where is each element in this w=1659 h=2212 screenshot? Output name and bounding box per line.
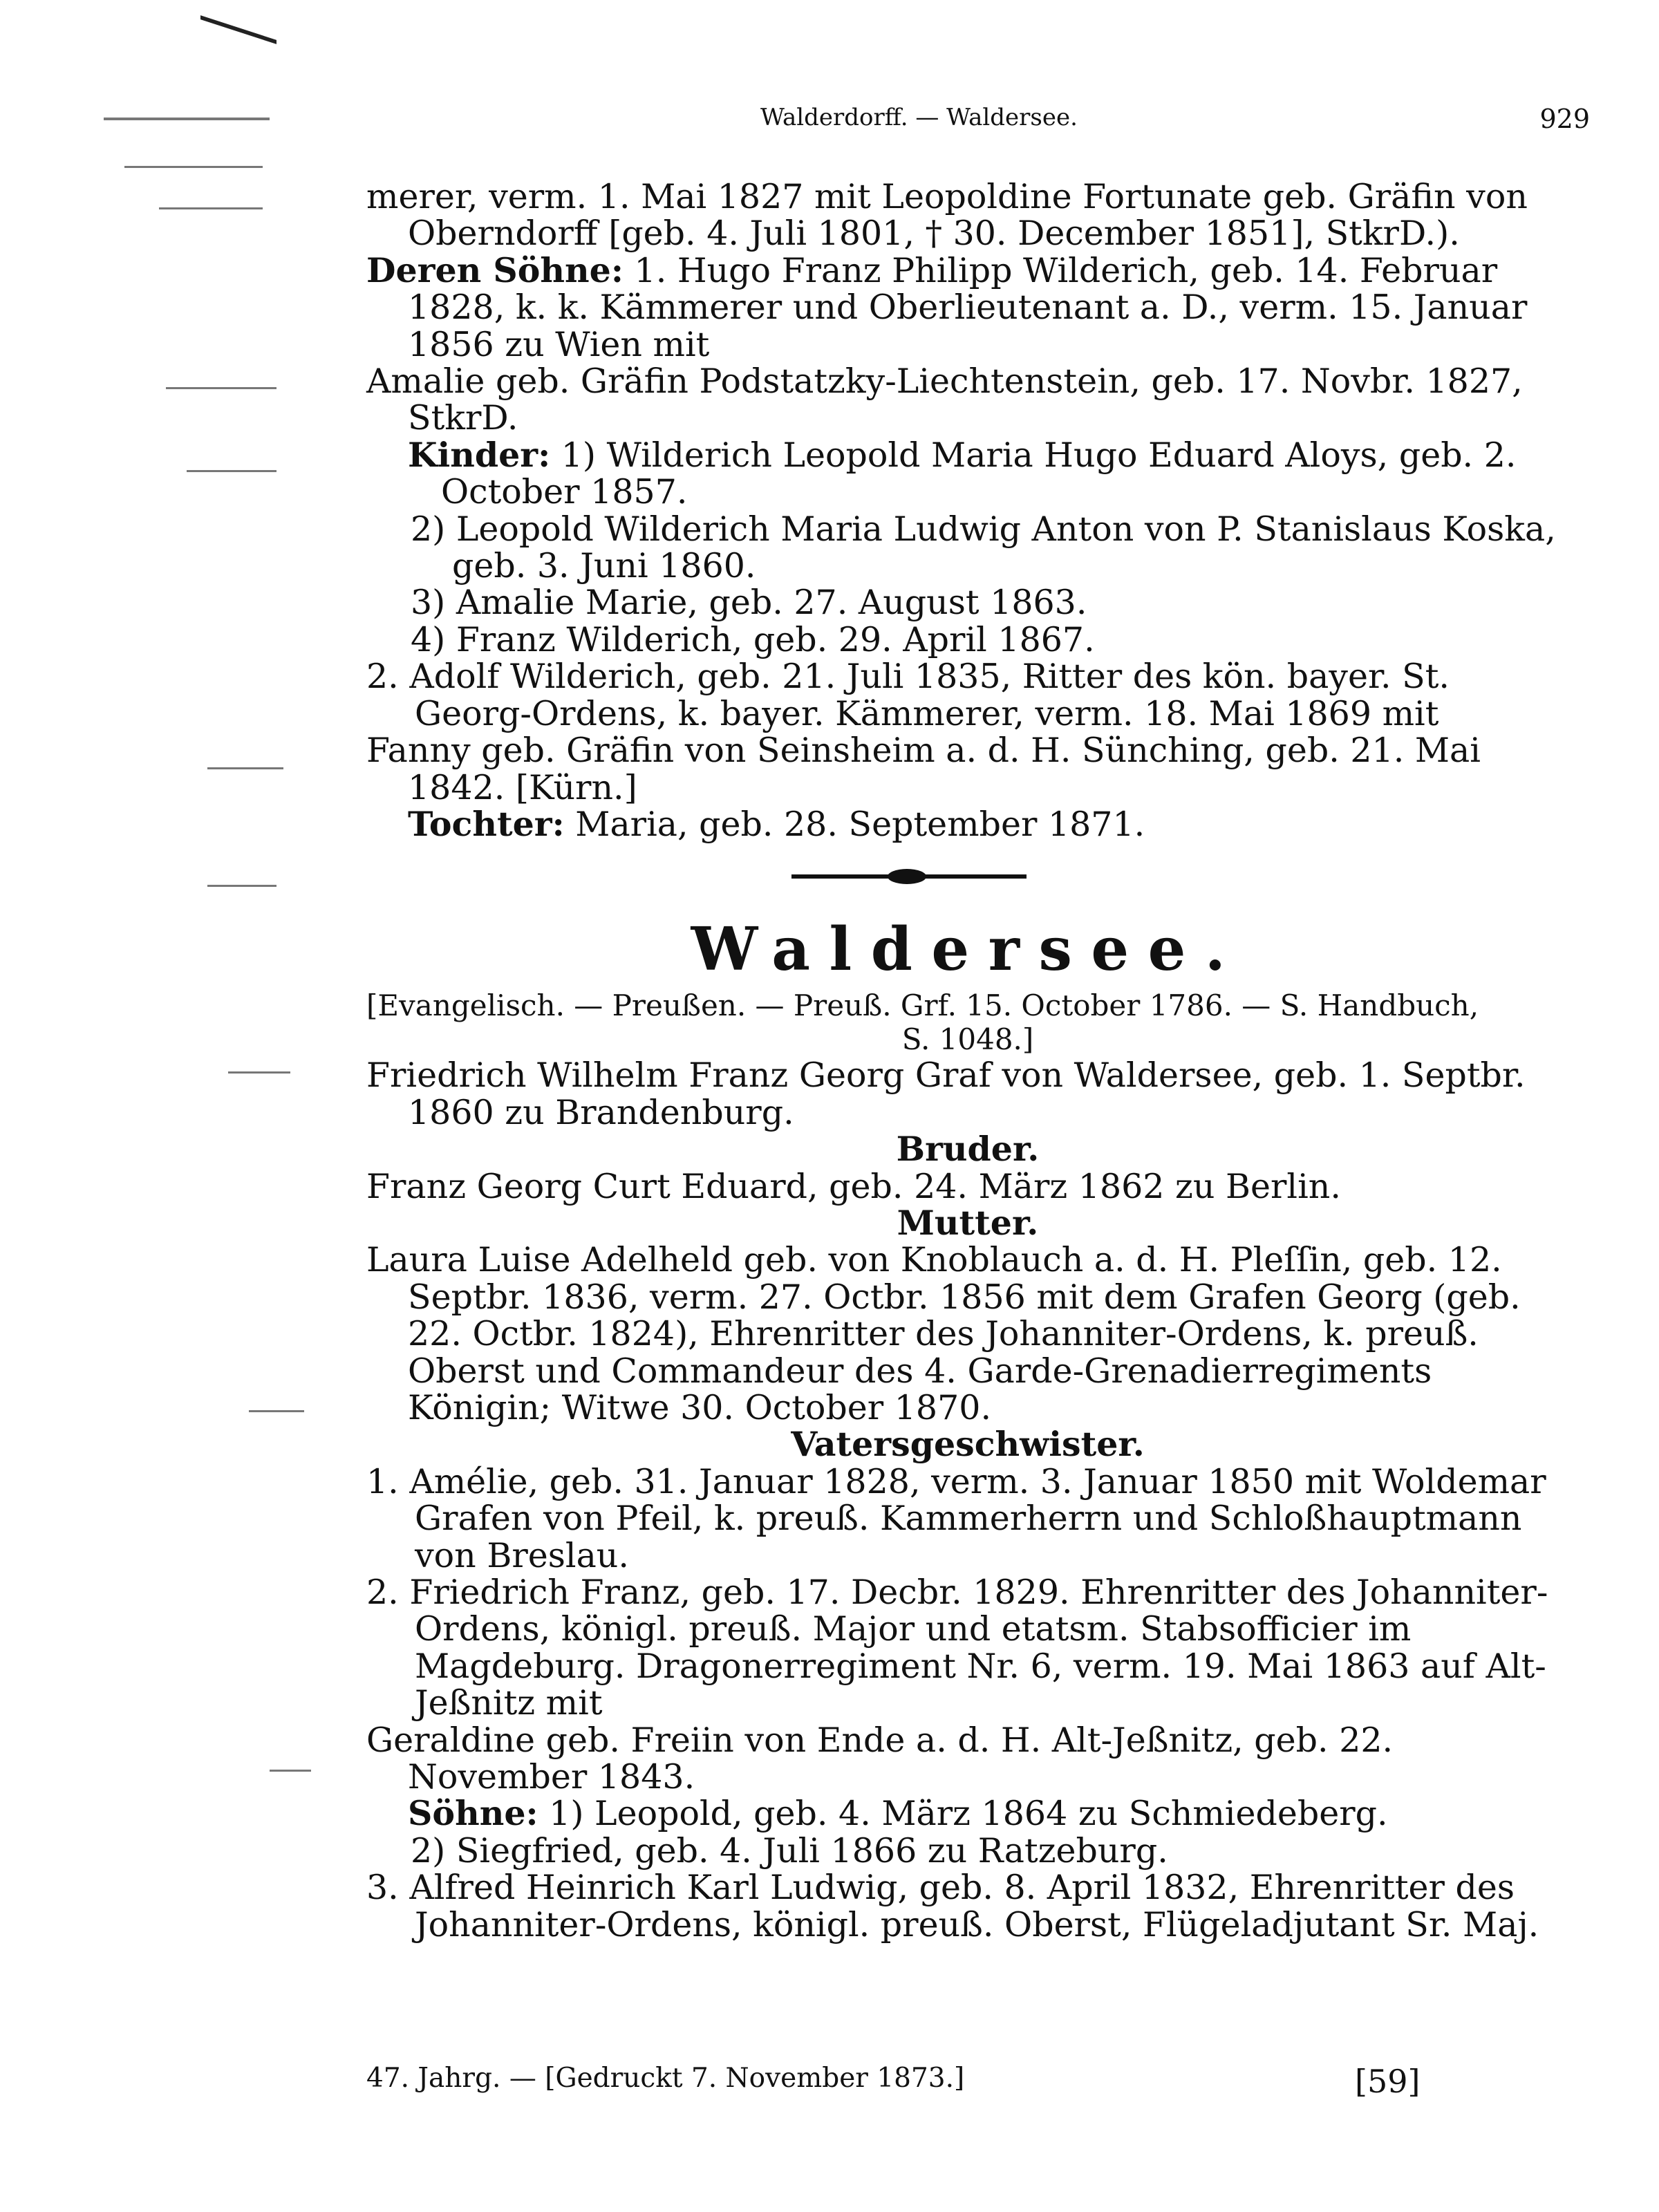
sons-label: Deren Söhne:	[366, 250, 624, 290]
section-note: [Evangelisch. — Preußen. — Preuß. Grf. 15. October 1786. — S. Handbuch,	[366, 988, 1479, 1023]
margin-speckle	[159, 207, 263, 209]
running-head: Walderdorff. — Waldersee.	[760, 104, 1078, 131]
children-label: Kinder:	[408, 434, 551, 475]
walderdorff-son-2: 2. Adolf Wilderich, geb. 21. Juli 1835, Ritter des kön. bayer. St. Georg-Ordens, k. bayer. Kämmerer, verm. 18. Mai 1869 mit	[366, 657, 1450, 733]
margin-speckle	[270, 1770, 311, 1772]
daughter-entry	[366, 803, 1569, 844]
section-title: Waldersee.	[691, 915, 1245, 985]
margin-speckle	[187, 470, 276, 472]
son-2-wife: Fanny geb. Gräfin von Seinsheim a. d. H. Sünching, geb. 21. Mai 1842. [Kürn.]	[366, 731, 1481, 807]
walderdorff-son-1	[366, 252, 1569, 363]
sibling-3: 3. Alfred Heinrich Karl Ludwig, geb. 8. April 1832, Ehrenritter des Johanniter-Ordens, königl. preuß. Oberst, Flügeladjutant Sr. Maj.	[366, 1868, 1539, 1944]
signature-mark: [59]	[1355, 2063, 1421, 2100]
sibling-1: 1. Amélie, geb. 31. Januar 1828, verm. 3. Januar 1850 mit Woldemar Grafen von Pfeil, k. preuß. Kammerherrn und Schloßhauptmann von Breslau.	[366, 1461, 1546, 1575]
print-note: 47. Jahrg. — [Gedruckt 7. November 1873.]	[366, 2063, 965, 2094]
son-1-text: 1. Hugo Franz Philipp Wilderich, geb. 14. Februar 1828, k. k. Kämmerer und Oberlieutenant a. D., verm. 15. Januar 1856 zu Wien mit	[408, 250, 1528, 364]
scan-edge-mark	[200, 0, 276, 44]
page-body	[366, 178, 1569, 1943]
brother-entry: Franz Georg Curt Eduard, geb. 24. März 1862 zu Berlin.	[366, 1166, 1341, 1206]
margin-speckle	[124, 166, 263, 168]
margin-speckle	[228, 1071, 290, 1074]
ornament-icon	[888, 869, 926, 884]
child-2: 2) Leopold Wilderich Maria Ludwig Anton von P. Stanislaus Koska, geb. 3. Juni 1860.	[411, 509, 1556, 586]
child-4: 4) Franz Wilderich, geb. 29. April 1867.	[411, 619, 1095, 659]
section-note-tail: S. 1048.]	[901, 1022, 1034, 1057]
son-1-wife: Amalie geb. Gräfin Podstatzky-Liechtenstein, geb. 17. Novbr. 1827, StkrD.	[366, 362, 1523, 438]
margin-speckle	[249, 1410, 304, 1412]
page-footer	[366, 2063, 1569, 2104]
page-header	[760, 104, 1590, 138]
child-1: 1) Wilderich Leopold Maria Hugo Eduard Aloys, geb. 2. October 1857.	[441, 435, 1517, 512]
section-divider	[366, 843, 1569, 912]
sibling-2-sons	[366, 1795, 1569, 1832]
child-3: 3) Amalie Marie, geb. 27. August 1863.	[411, 583, 1087, 623]
mother-heading: Mutter.	[897, 1202, 1039, 1243]
siblings-heading: Vatersgeschwister.	[791, 1424, 1145, 1465]
waldersee-head: Friedrich Wilhelm Franz Georg Graf von Waldersee, geb. 1. Septbr. 1860 zu Brandenburg.	[366, 1056, 1526, 1132]
sibling-2-sons-label: Söhne:	[408, 1793, 538, 1834]
sibling-2-wife: Geraldine geb. Freiin von Ende a. d. H. Alt-Jeßnitz, geb. 22. November 1843.	[366, 1720, 1394, 1797]
margin-speckle	[104, 118, 270, 120]
sibling-2: 2. Friedrich Franz, geb. 17. Decbr. 1829. Ehrenritter des Johanniter-Ordens, königl. preuß. Major und etatsm. Stabsofficier im Magdeburg. Dragonerregiment Nr. 6, verm. 19. Mai 1863 auf Alt-Jeßnitz mit	[366, 1573, 1548, 1723]
daughter-label: Tochter:	[408, 803, 565, 844]
page-number: 929	[1539, 104, 1590, 134]
walderdorff-continuation: merer, verm. 1. Mai 1827 mit Leopoldine Fortunate geb. Gräfin von Oberndorff [geb. 4. Juli 1801, † 30. December 1851], StkrD.).	[366, 177, 1528, 254]
mother-entry: Laura Luise Adelheld geb. von Knoblauch a. d. H. Pleſſin, geb. 12. Septbr. 1836, verm. 27. Octbr. 1856 mit dem Grafen Georg (geb. 22. Octbr. 1824), Ehrenritter des Johanniter-Ordens, k. preuß. Oberst und Commandeur des 4. Garde-Grenadierregiments Königin; Witwe 30. October 1870.	[366, 1240, 1521, 1427]
children-first	[366, 434, 1569, 512]
brother-heading: Bruder.	[896, 1129, 1040, 1170]
margin-speckle	[207, 767, 283, 769]
margin-speckle	[166, 387, 276, 389]
sibling-2-son-1: 1) Leopold, geb. 4. März 1864 zu Schmiedeberg.	[549, 1794, 1388, 1834]
daughter-text: Maria, geb. 28. September 1871.	[575, 804, 1145, 844]
margin-speckle	[207, 885, 276, 887]
sibling-2-son-2: 2) Siegfried, geb. 4. Juli 1866 zu Ratzeburg.	[411, 1830, 1168, 1871]
